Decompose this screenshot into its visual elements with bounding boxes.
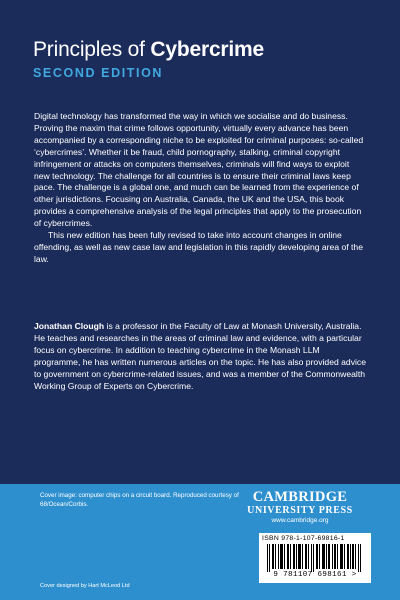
publisher-logo xyxy=(246,490,354,525)
barcode-icon xyxy=(267,544,363,572)
book-description xyxy=(34,111,366,266)
author-name: Jonathan Clough xyxy=(34,321,105,331)
author-bio-text: is a professor in the Faculty of Law at Monash University, Australia. He teaches and researches in the areas of criminal law and evidence, with a particular focus on cybercrime. In addition to teaching cybercrime in the Monash LLM programme, he has written numerous articles on the topic. He has also provided advice to government on cybercrime-related issues, and was a member of the Commonwealth Working Group of Experts on Cybercrime. xyxy=(34,321,366,391)
title-block xyxy=(33,38,264,80)
designer-credit: Cover designed by Hart McLeod Ltd xyxy=(40,583,130,589)
edition-label: SECOND EDITION xyxy=(33,66,164,80)
cover-image-credit: Cover image: computer chips on a circuit board. Reproduced courtesy of 68/Ocean/Corbis. xyxy=(40,492,239,508)
footer-band xyxy=(0,484,400,600)
description-paragraph-1: Digital technology has transformed the way in which we socialise and do business. Proving the maxim that crime follows opportunity, virtually every advance has been accompanied by a corresponding niche to be exploited for criminal purposes: so-called ‘cybercrimes’. Whether it be fraud, child pornography, stalking, criminal copyright infringement or attacks on computers themselves, criminals will find ways to exploit new technology. The challenge for all countries is to ensure their criminal laws keep pace. The challenge is a global one, and much can be learned from the experience of other jurisdictions. Focusing on Australia, Canada, the UK and the USA, this book provides a comprehensive analysis of the legal principles that apply to the prosecution of cybercrimes. xyxy=(34,111,364,229)
barcode-digits: 9 781107 698161 > xyxy=(273,571,357,579)
author-bio xyxy=(34,321,366,392)
isbn-barcode-box xyxy=(259,533,371,583)
book-title xyxy=(33,38,264,62)
publisher-name: CAMBRIDGE xyxy=(252,489,348,505)
title-main: Cybercrime xyxy=(150,38,264,61)
publisher-subtitle: UNIVERSITY PRESS xyxy=(247,505,353,516)
title-prefix: Principles of xyxy=(33,38,151,61)
publisher-url: www.cambridge.org xyxy=(271,517,329,524)
description-paragraph-2: This new edition has been fully revised to take into account changes in online offending, as well as new case law and legislation in this rapidly developing area of the law. xyxy=(34,230,363,264)
isbn-label: ISBN 978-1-107-69816-1 xyxy=(262,535,345,542)
